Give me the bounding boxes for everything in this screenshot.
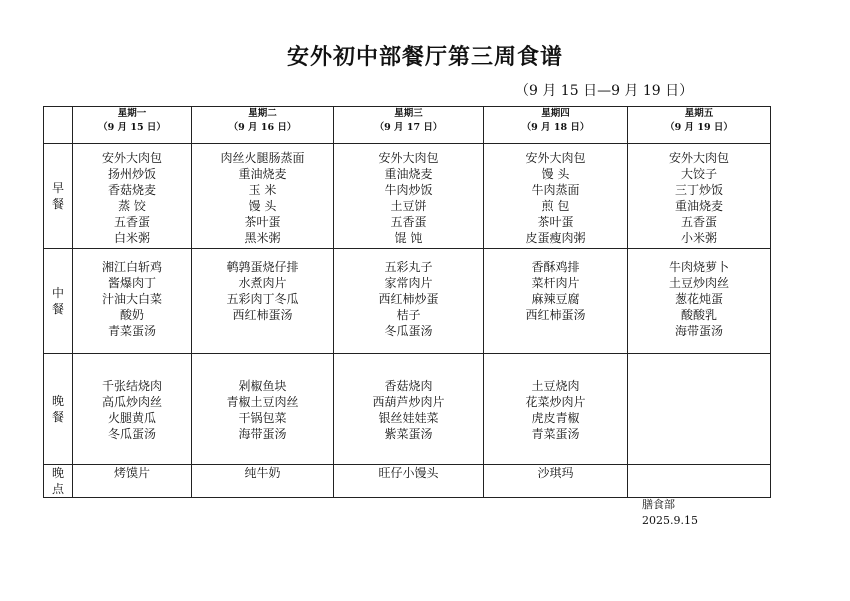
menu-item: 牛肉烧萝卜 <box>668 260 729 274</box>
dinner-label: 晚 餐 <box>44 354 73 465</box>
menu-item: 干锅包菜 <box>238 411 287 425</box>
menu-item: 三丁炒饭 <box>674 183 723 197</box>
menu-table <box>43 106 771 498</box>
menu-item: 青菜蛋汤 <box>531 427 580 441</box>
lunch-row <box>44 249 771 354</box>
menu-item: 扬州炒饭 <box>107 167 156 181</box>
day-name: 星期五 <box>684 108 714 119</box>
breakfast-thu <box>484 144 627 246</box>
breakfast-fri <box>628 144 770 246</box>
snack-wed: 旺仔小馒头 <box>334 465 484 498</box>
menu-item: 蒸 饺 <box>118 199 146 213</box>
day-date: （9 月 17 日） <box>374 122 443 133</box>
menu-item: 土豆炒肉丝 <box>668 276 729 290</box>
header-row <box>44 107 771 144</box>
menu-item: 茶叶蛋 <box>244 215 281 229</box>
dinner-thu <box>484 354 627 442</box>
dinner-mon <box>73 354 191 442</box>
menu-item: 安外大肉包 <box>101 151 162 165</box>
menu-item: 海带蛋汤 <box>238 427 287 441</box>
page-title: 安外初中部餐厅第三周食谱 <box>286 44 563 70</box>
menu-item: 西葫芦炒肉片 <box>372 395 445 409</box>
menu-item: 西红柿蛋汤 <box>232 308 293 322</box>
menu-item: 肉丝火腿肠蒸面 <box>220 151 305 165</box>
menu-item: 白米粥 <box>113 231 150 245</box>
menu-item: 安外大肉包 <box>525 151 586 165</box>
menu-item: 紫菜蛋汤 <box>384 427 433 441</box>
menu-item: 重油烧麦 <box>384 167 433 181</box>
menu-item: 水煮肉片 <box>238 276 287 290</box>
snack-fri <box>628 465 771 498</box>
menu-item: 煎 包 <box>541 199 570 213</box>
lunch-thu <box>484 249 627 323</box>
snack-label: 晚 点 <box>44 465 73 498</box>
menu-item: 五香蛋 <box>390 215 427 229</box>
menu-item: 安外大肉包 <box>668 151 729 165</box>
menu-item: 玉 米 <box>248 183 277 197</box>
menu-item: 酸奶 <box>119 308 144 322</box>
day-date: （9 月 16 日） <box>228 122 297 133</box>
menu-item: 湘江白斩鸡 <box>101 260 162 274</box>
lunch-label: 中 餐 <box>44 249 73 354</box>
menu-item: 冬瓜蛋汤 <box>107 427 156 441</box>
menu-item: 皮蛋瘦肉粥 <box>525 231 586 245</box>
breakfast-tue <box>192 144 333 246</box>
day-header-tue <box>192 107 334 144</box>
day-name: 星期三 <box>394 108 423 119</box>
menu-item: 馒 头 <box>248 199 277 213</box>
day-date: （9 月 19 日） <box>665 122 733 133</box>
menu-item: 菜杆肉片 <box>531 276 580 290</box>
dinner-row <box>44 354 771 465</box>
menu-item: 冬瓜蛋汤 <box>384 324 433 338</box>
menu-item: 五香蛋 <box>113 215 150 229</box>
menu-item: 酱爆肉丁 <box>107 276 156 290</box>
menu-item: 剁椒鱼块 <box>238 379 287 393</box>
date-range: （9 月 15 日—9 月 19 日） <box>515 83 694 99</box>
menu-item: 花菜炒肉片 <box>525 395 586 409</box>
snack-thu: 沙琪玛 <box>484 465 628 498</box>
footer-department: 膳食部 <box>642 498 675 511</box>
menu-item: 青菜蛋汤 <box>107 324 156 338</box>
menu-item: 香菇烧肉 <box>384 379 433 393</box>
day-header-wed <box>334 107 484 144</box>
menu-item: 五香蛋 <box>680 215 717 229</box>
menu-item: 馄 饨 <box>394 231 423 245</box>
day-name: 星期一 <box>117 108 147 119</box>
breakfast-label: 早 餐 <box>44 144 73 249</box>
menu-item: 火腿黄瓜 <box>107 411 156 425</box>
menu-item: 桔子 <box>396 308 421 322</box>
menu-item: 西红柿炒蛋 <box>378 292 439 306</box>
menu-item: 高瓜炒肉丝 <box>101 395 162 409</box>
menu-item: 重油烧麦 <box>674 199 723 213</box>
menu-item: 海带蛋汤 <box>674 324 723 338</box>
dinner-wed <box>334 354 483 442</box>
day-header-mon <box>73 107 192 144</box>
menu-item: 香菇烧麦 <box>107 183 156 197</box>
menu-item: 香酥鸡排 <box>531 260 580 274</box>
menu-item: 牛肉蒸面 <box>531 183 580 197</box>
day-date: （9 月 15 日） <box>98 122 166 133</box>
breakfast-row <box>44 144 771 249</box>
day-header-fri <box>628 107 771 144</box>
menu-item: 五彩丸子 <box>384 260 433 274</box>
menu-item: 牛肉炒饭 <box>384 183 433 197</box>
lunch-fri <box>628 249 770 339</box>
menu-item: 小米粥 <box>680 231 717 245</box>
menu-item: 汁油大白菜 <box>101 292 162 306</box>
menu-item: 重油烧麦 <box>238 167 287 181</box>
dinner-fri <box>628 354 770 378</box>
menu-item: 青椒土豆肉丝 <box>226 395 299 409</box>
menu-item: 大饺子 <box>680 167 717 181</box>
day-date: （9 月 18 日） <box>521 122 590 133</box>
menu-item: 茶叶蛋 <box>537 215 574 229</box>
snack-mon: 烤馍片 <box>73 465 192 498</box>
menu-item: 鹌鹑蛋烧仔排 <box>226 260 299 274</box>
breakfast-wed <box>334 144 483 246</box>
menu-item: 五彩肉丁冬瓜 <box>226 292 299 306</box>
footer-date: 2025.9.15 <box>642 514 698 527</box>
menu-item: 黑米粥 <box>244 231 281 245</box>
menu-item: 土豆饼 <box>390 199 427 213</box>
day-name: 星期四 <box>541 108 570 119</box>
day-name: 星期二 <box>248 108 277 119</box>
lunch-tue <box>192 249 333 323</box>
menu-item: 酸酸乳 <box>680 308 717 322</box>
lunch-wed <box>334 249 483 339</box>
day-header-thu <box>484 107 628 144</box>
corner-cell <box>44 107 73 144</box>
menu-item: 千张结烧肉 <box>101 379 162 393</box>
menu-item: 麻辣豆腐 <box>531 292 580 306</box>
menu-item: 安外大肉包 <box>378 151 439 165</box>
menu-item: 葱花炖蛋 <box>674 292 723 306</box>
breakfast-mon <box>73 144 191 246</box>
snack-tue: 纯牛奶 <box>192 465 334 498</box>
menu-item: 家常肉片 <box>384 276 433 290</box>
snack-row <box>44 465 771 498</box>
lunch-mon <box>73 249 191 339</box>
dinner-tue <box>192 354 333 442</box>
menu-item: 虎皮青椒 <box>531 411 580 425</box>
menu-item: 西红柿蛋汤 <box>525 308 586 322</box>
menu-item: 银丝娃娃菜 <box>378 411 439 425</box>
menu-item: 土豆烧肉 <box>531 379 580 393</box>
menu-item: 馒 头 <box>541 167 570 181</box>
